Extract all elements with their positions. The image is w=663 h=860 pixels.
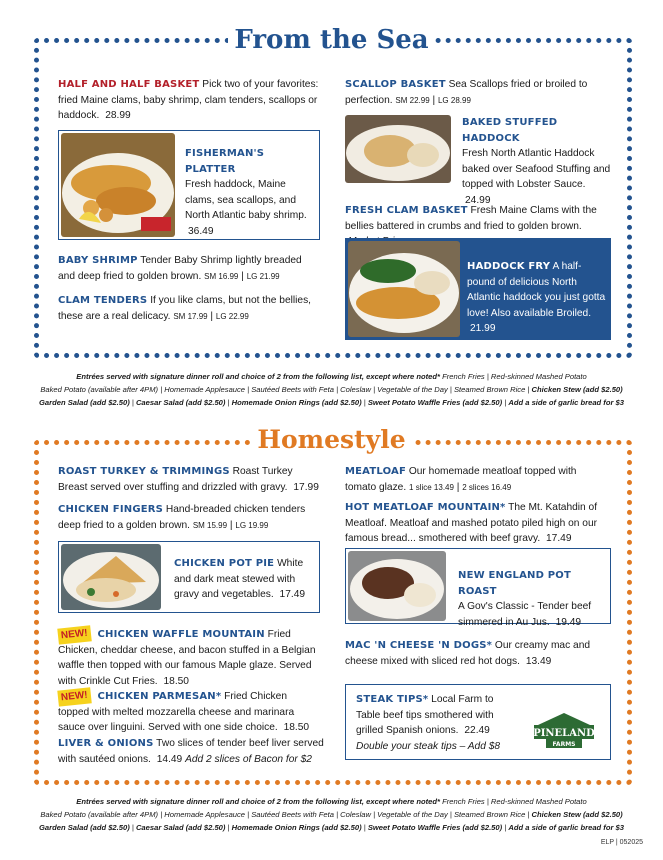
half-and-half-basket: HALF AND HALF BASKET Pick two of your favorites: fried Maine clams, baby shrimp, clam tenders, scallops or haddock. 28.99 [58, 79, 319, 121]
logo-text-2: FARMS [552, 741, 576, 748]
pot-pie-photo [61, 544, 161, 610]
new-england-pot-roast: NEW ENGLAND POT ROAST A Gov's Classic - Tender beef simmered in Au Jus. 19.49 [458, 570, 592, 628]
fresh-clam-basket: FRESH CLAM BASKET Fresh Maine Clams with the bellies battered in crumbs and fried to golden brown. [345, 205, 597, 232]
new-badge: NEW! [57, 625, 91, 644]
baby-shrimp: BABY SHRIMP Tender Baby Shrimp lightly breaded and deep fried to golden brown. SM 16.99 | LG 21.99 [58, 255, 302, 282]
baked-haddock-image [345, 115, 451, 183]
hot-meatloaf-mountain: HOT MEATLOAF MOUNTAIN* The Mt. Katahdin of Meatloaf. Meatloaf and mashed potato piled high on our famous bread... smothered with beef gravy. 17.49 [345, 502, 598, 544]
pot-pie-image [61, 544, 161, 610]
fishermans-platter: FISHERMAN'S PLATTER Fresh haddock, Maine clams, sea scallops, and North Atlantic baby shrimp. 36.49 [185, 148, 307, 237]
fried-platter-image [61, 133, 175, 237]
fried-platter-photo [61, 133, 175, 237]
haddock-fry-photo [348, 241, 460, 337]
baked-haddock-photo [345, 115, 451, 183]
pineland-farms-logo [532, 711, 596, 751]
sides-notes-homestyle: Entrées served with signature dinner roll and choice of 2 from the following list, except where noted* French Fries | Red-skinned Mashed Potato Baked Potato (available after 4PM) | Homemade Applesauce | Sautéed Beets with Feta | Coleslaw | Vegetable of the Day | Steamed Brown Rice | Chicken Stew (add $2.50) Garden Salad (add $2.50) | Caesar Salad (add $2.50) | Homemade Onion Rings (add $2.50) | Sweet Potato Waffle Fries (add $2.50) | Add a side of garlic bread for $3 [39, 797, 624, 832]
haddock-fry-image [348, 241, 460, 337]
haddock-fry: HADDOCK FRY A half-pound of delicious North Atlantic haddock you just gotta love! Also available Broiled. 21.99 [467, 261, 606, 334]
logo-text-1: PINELAND [533, 728, 595, 739]
new-badge: NEW! [57, 687, 91, 706]
chicken-waffle-mountain: NEW! CHICKEN WAFFLE MOUNTAIN Fried Chicken, cheddar cheese, and bacon stuffed in a Belgian waffle then topped with our famous Maple glaze. Served with Crinkle Cut Fries. 18.50 [58, 627, 320, 689]
homestyle-section-title: Homestyle [0, 425, 663, 454]
chicken-parmesan: NEW! CHICKEN PARMESAN* Fried Chicken topped with melted mozzarella cheese and marinara sauce over linguini. Served with one side choice. 18.50 [58, 689, 320, 736]
chicken-pot-pie: CHICKEN POT PIE White and dark meat stewed with gravy and vegetables. 17.49 [174, 558, 306, 600]
pineland-farms-logo-image [532, 711, 596, 751]
sea-section-title: From the Sea [0, 25, 663, 55]
pot-roast-image [348, 551, 446, 621]
sides-notes-sea: Entrées served with signature dinner roll and choice of 2 from the following list, except where noted* French Fries | Red-skinned Mashed Potato Baked Potato (available after 4PM) | Homemade Applesauce | Sautéed Beets with Feta | Coleslaw | Vegetable of the Day | Steamed Brown Rice | Chicken Stew (add $2.50) Garden Salad (add $2.50) | Caesar Salad (add $2.50) | Homemade Onion Rings (add $2.50) | Sweet Potato Waffle Fries (add $2.50) | Add a side of garlic bread for $3 [39, 372, 624, 407]
meatloaf: MEATLOAF Our homemade meatloaf topped with tomato glaze. 1 slice 13.49 | 2 slices 16.49 [345, 466, 577, 493]
pot-roast-photo [348, 551, 446, 621]
baked-stuffed-haddock: BAKED STUFFED HADDOCK Fresh North Atlantic Haddock baked over Seafood Stuffing and topped with Lobster Sauce. 24.99 [462, 117, 611, 206]
scallop-basket: SCALLOP BASKET Sea Scallops fried or broiled to perfection. SM 22.99 | LG 28.99 [345, 79, 588, 106]
roast-turkey: ROAST TURKEY & TRIMMINGS Roast Turkey Breast served over stuffing and drizzled with gravy. 17.99 [58, 466, 319, 493]
steak-tips: STEAK TIPS* Local Farm to Table beef tips smothered with grilled Spanish onions. 22.49 Double your steak tips – Add $8 [356, 694, 501, 752]
footer-code: ELP | 052025 [600, 839, 643, 846]
mac-n-cheese-n-dogs: MAC 'N CHEESE 'N DOGS* Our creamy mac and cheese mixed with sliced red hot dogs. 13.49 [345, 640, 591, 667]
liver-and-onions: LIVER & ONIONS Two slices of tender beef liver served with sautéed onions. 14.49 Add 2 slices of Bacon for $2 [58, 738, 324, 765]
chicken-fingers: CHICKEN FINGERS Hand-breaded chicken tenders deep fried to a golden brown. SM 15.99 | LG 19.99 [58, 504, 306, 531]
clam-tenders: CLAM TENDERS If you like clams, but not the bellies, these are a real delicacy. SM 17.99 | LG 22.99 [58, 295, 312, 322]
